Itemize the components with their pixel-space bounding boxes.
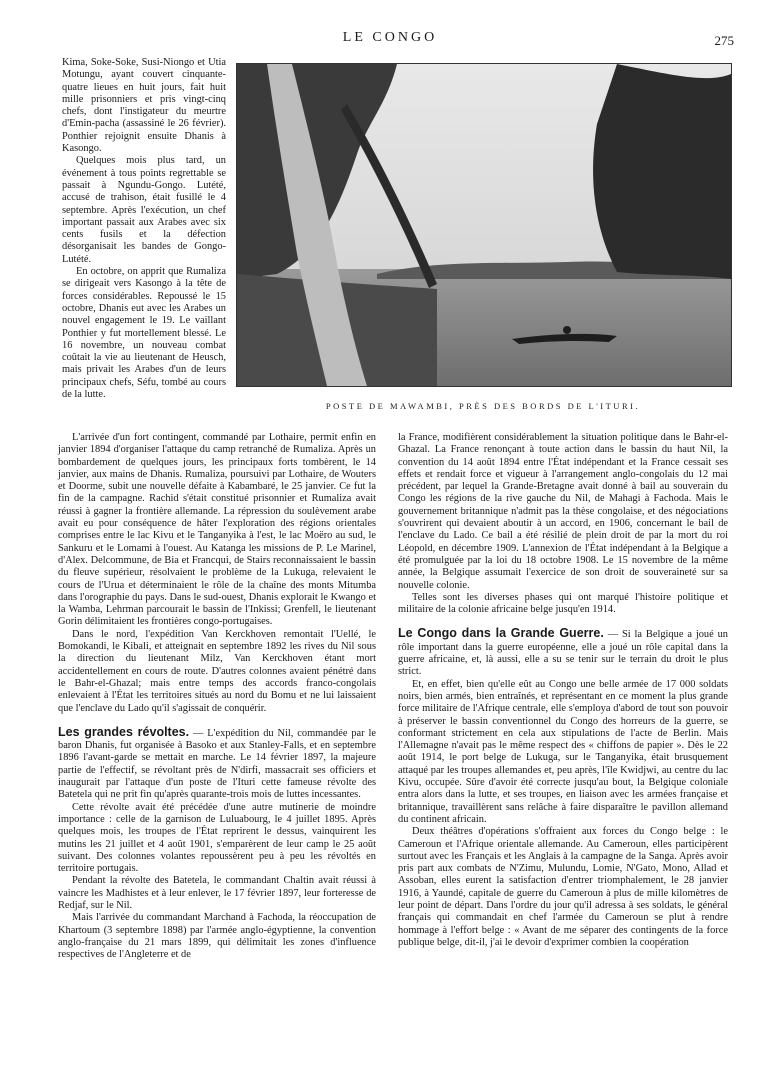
paragraph: Kima, Soke-Soke, Susi-Niongo et Utia Motungu, ayant couvert cinquante-quatre lieues en huit jours, fait huit mille prisonniers et pris vingt-cinq chefs, dont l'instigateur du meurtre d'Emin-pacha (assassiné le 26 février). Ponthier rejoignit ensuite Dhanis à Kasongo.	[62, 57, 226, 155]
left-text-column	[58, 432, 376, 961]
riverbank-photograph	[236, 63, 732, 387]
paragraph: Et, en effet, bien qu'elle eût au Congo une belle armée de 17 000 soldats noirs, bien armés, bien entraînés, et représentant en ce moment la plus grande force militaire de l'Afrique centrale, elle s'employa d'abord de tout son pouvoir à préserver le bassin conventionnel du Congo des horreurs de la guerre, se conformant strictement en cela aux stipulations de l'acte de Berlin. Mais l'Allemagne n'avait pas le même respect des « chiffons de papier ». Dès le 22 août 1914, le port belge de Lukuga, sur le Tanganyika, était brusquement attaqué par les troupes allemandes et, peu après, l'île Kwidjwi, au centre du lac Kivu, occupée. Sûre d'avoir été correcte jusqu'au bout, la Belgique coloniale entra alors dans la lutte, et ses troupes, en liaison avec les armées française et britannique, travaillèrent sans relâche à faire disparaître le pavillon allemand du continent africain.	[398, 678, 728, 825]
paragraph: la France, modifièrent considérablement la situation politique dans le Bahr-el-Ghazal. La France renonçant à toute action dans le bassin du haut Nil, la convention du 14 août 1894 entre l'État indépendant et la France cessait ses effets et rendait force et vigueur à l'arrangement anglo-congolais du 12 mai précédent, par lequel la Grande-Bretagne avait donné à bail au souverain du Congo les régions de la rive gauche du Nil, de Mahagi à Fachoda. Mais le gouvernement britannique n'admit pas la thèse congolaise, et des négociations s'ouvrirent qui devaient aboutir à un accord, en 1906, concernant le bail de l'enclave du Lado. Ce bail a été résilié de plein droit de par la mort du roi Léopold, en décembre 1909. L'annexion de l'État indépendant à la Belgique a été promulguée par la loi du 18 octobre 1908. Le 15 novembre de la même année, la Belgique assumait l'exercice de son droit de souveraineté sur sa nouvelle colonie.	[398, 432, 728, 591]
section-intro: — Si la Belgique a joué un rôle important dans la guerre européenne, elle a joué un rôle capital dans la guerre africaine, et, là aussi, elle a su se tenir sur le terrain du droit le plus strict.	[398, 629, 728, 678]
section-heading: Les grandes révoltes.	[58, 724, 190, 739]
section-paragraph	[58, 726, 376, 802]
right-text-column	[398, 432, 728, 949]
paragraph: Mais l'arrivée du commandant Marchand à Fachoda, la réoccupation de Khartoum (3 septembre 1898) par l'armée anglo-égyptienne, la convention anglo-française du 21 mars 1899, qui délimitait les zones d'influence respectives de l'Angleterre et de	[58, 912, 376, 961]
paragraph: Pendant la révolte des Batetela, le commandant Chaltin avait réussi à vaincre les Madhistes et à leur enlever, le 17 février 1897, leur forteresse de Redjaf, sur le Nil.	[58, 875, 376, 911]
paragraph: Quelques mois plus tard, un événement à tous points regrettable se passait à Ngundu-Gongo. Lutété, accusé de trahison, était fusillé le 4 septembre. Après l'exécution, un chef important passait aux Arabes avec six cents fusils et la défection désorganisait les bandes de Gongo-Lutété.	[62, 155, 226, 265]
section-heading: Le Congo dans la Grande Guerre.	[398, 626, 604, 641]
section-intro: — L'expédition du Nil, commandée par le baron Dhanis, fut organisée à Basoko et aux Stanley-Falls, et en septembre 1896 l'avant-garde se mettait en marche. Le 14 février 1897, la majeure partie de l'effectif, se révoltant près de N'dirfi, massacrait ses officiers et inaugurait par l'attaque d'un poste de l'Ituri cette fameuse révolte des Batetela qui ne prit fin qu'après quarante-trois mois de luttes incessantes.	[58, 727, 376, 801]
paragraph: Telles sont les diverses phases qui ont marqué l'histoire politique et militaire de la colonie africaine belge jusqu'en 1914.	[398, 591, 728, 616]
page-number: 275	[714, 33, 734, 48]
photo-caption: POSTE DE MAWAMBI, PRÈS DES BORDS DE L'ITURI.	[325, 401, 641, 411]
running-title: LE CONGO	[342, 30, 438, 45]
paragraph: En octobre, on apprit que Rumaliza se dirigeait vers Kasongo à la tête de forces considérables. Repoussé le 15 octobre, Dhanis eut avec les Arabes un nouvel engagement le 19. Le vaillant Ponthier y fut mortellement blessé. Le 16 novembre, un nouveau combat coûtait la vie au lieutenant de Heusch, mais privait les Arabes d'un de leurs principaux chefs, Séfu, tombé au cours de la lutte.	[62, 266, 226, 401]
narrow-text-column	[62, 57, 226, 401]
paragraph: L'arrivée d'un fort contingent, commandé par Lothaire, permit enfin en janvier 1894 d'organiser l'attaque du camp retranché de Rumaliza. Après un bombardement de quelques jours, les principaux forts tombèrent, le 14 janvier, aux mains de Dhanis. Rumaliza, poursuivi par Lothaire, de Wouters et Doorme, subit une nouvelle défaite à Kabambaré, le 25 janvier. Ce fut la fin de la campagne. Rachid s'était constitué prisonnier et Rumaliza avait réussi à gagner la frontière allemande. La répression du soulèvement arabe avait eu pour conséquence de hâter l'exploration des régions orientales comprises entre le lac Kivu et le Tanganyika à l'est, le lac Moëro au sud, le Sankuru et le Lomami à l'ouest. Au Katanga les missions de P. Le Marinel, d'Alex. Delcommune, de Bia et Francqui, de Stairs reconnaissaient le bassin du fleuve supérieur, résolvaient le problème de la Lukuga, relevaient le cours de l'Urua et déterminaient le rôle de la chaîne des monts Mitumba dans l'orographie du pays. Dans le sud-ouest, Dhanis explorait le Kwango et la Wamba, Lehrman parcourait le bassin de l'Inkissi; Grenfell, le lieutenant Gorin délimitaient les frontières congo-portugaises.	[58, 432, 376, 628]
paragraph: Dans le nord, l'expédition Van Kerckhoven remontait l'Uellé, le Bomokandi, le Kibali, et atteignait en septembre 1892 les rives du Nil sous la direction du lieutenant Milz, Van Kerckhoven étant mort accidentellement en cours de route. D'autres colonnes avaient pénétré dans le Bahr-el-Ghazal; mais entre temps des accords franco-congolais enlevaient à l'État les territoires situés au nord du Bomu et ne lui laissaient que l'enclave du Lado qu'il s'agissait de conquérir.	[58, 628, 376, 714]
section-paragraph	[398, 627, 728, 678]
paragraph: Cette révolte avait été précédée d'une autre mutinerie de moindre importance : celle de la garnison de Luluabourg, le 4 juillet 1895. Après quelques mois, les troupes de l'État reprirent le dessus, vainquirent les mutins les 21 juillet et 4 août 1901, s'emparèrent de leur camp le 25 août suivant. Des colonnes volantes repoussèrent peu à peu les révoltés en territoire portugais.	[58, 801, 376, 875]
paragraph: Deux théâtres d'opérations s'offraient aux forces du Congo belge : le Cameroun et l'Afrique orientale allemande. Au Cameroun, elles participèrent surtout avec les Français et les Anglais à la campagne de la Sanga. Après avoir pris part aux combats de N'Zimu, Mulundu, Lomie, N'Gato, Mono, Allad et Assoban, elles eurent la satisfaction d'entrer triomphalement, le 28 janvier 1916, à Yaundé, capitale de guerre du Cameroun à plus de mille kilomètres de leur point de départ. Dans l'ordre du jour qu'il adressa à ses soldats, le général français qui commandait en chef l'armée du Cameroun se plut à rendre hommage à l'effort belge : « Avant de me séparer des contingents de la force publique belge, dit-il, j'ai le devoir d'exprimer combien la coopération	[398, 826, 728, 948]
